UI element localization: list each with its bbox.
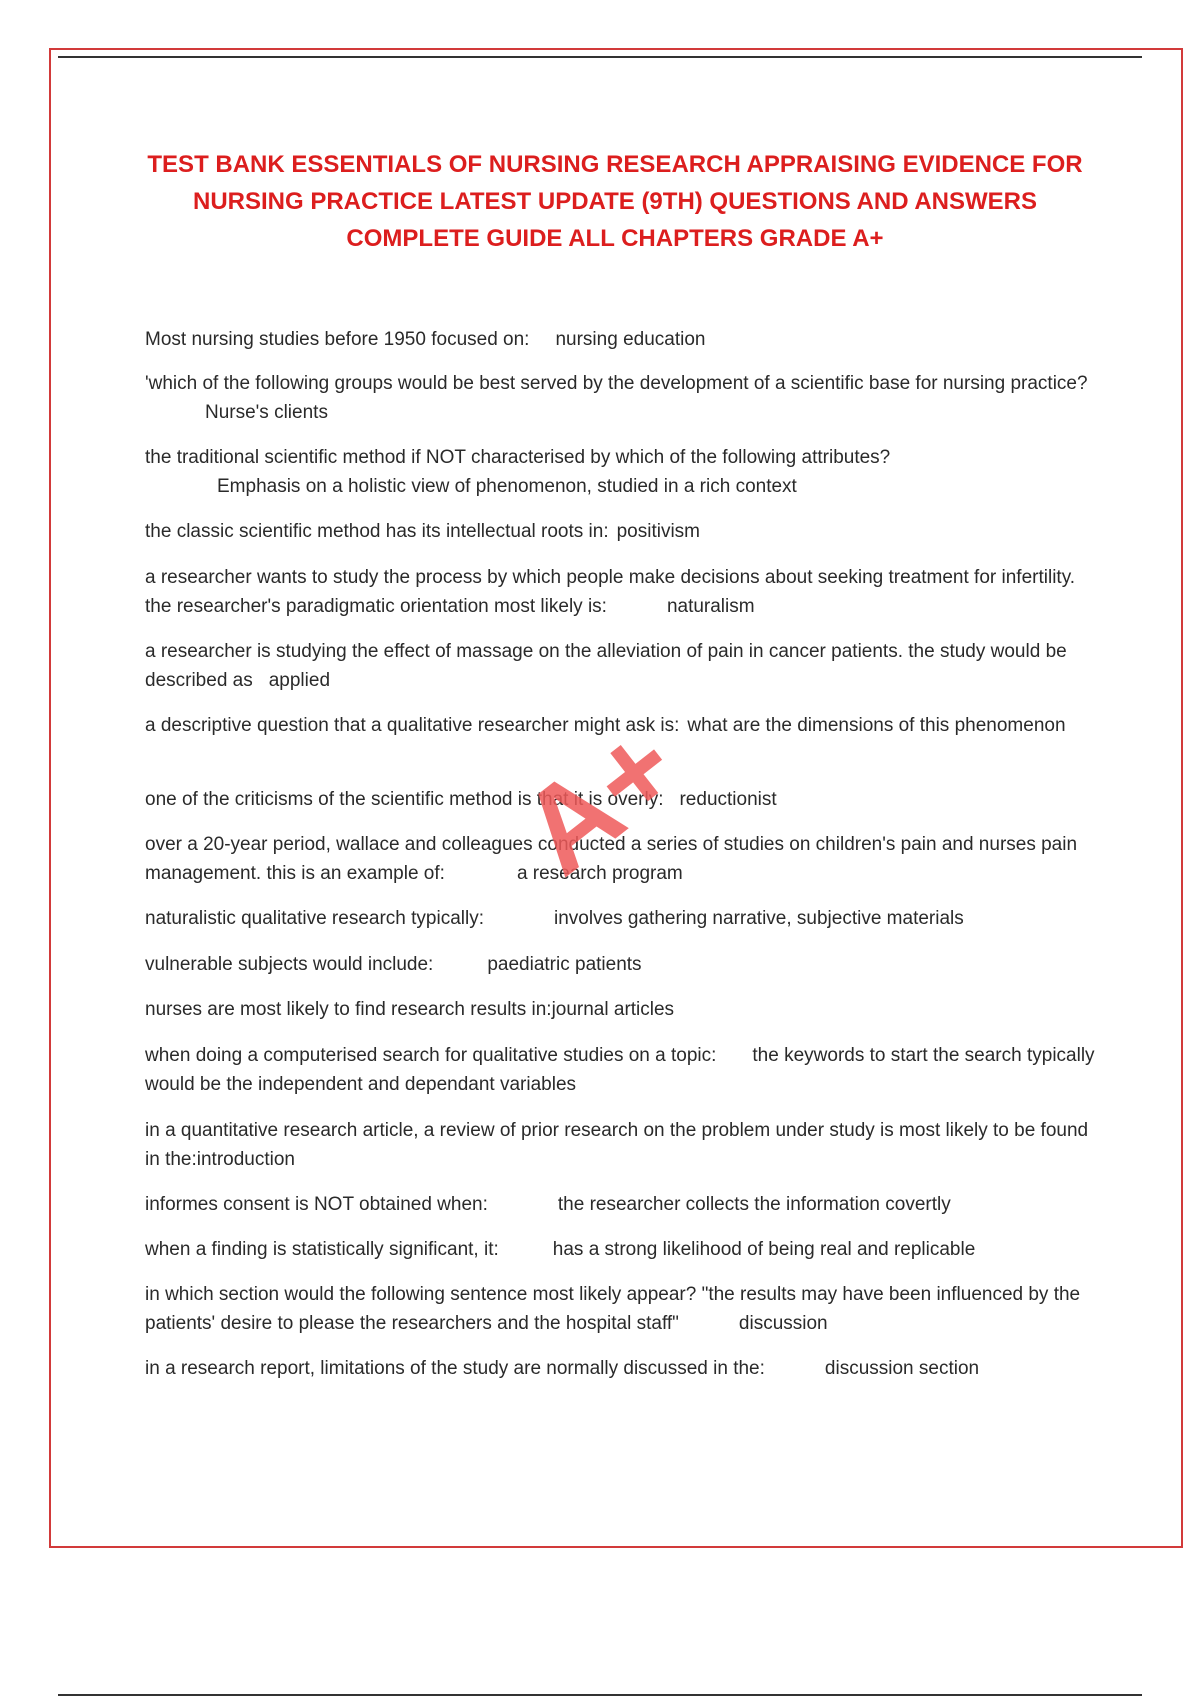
title-line-3: COMPLETE GUIDE ALL CHAPTERS GRADE A+ (346, 225, 884, 252)
qa-item (145, 1280, 1095, 1338)
top-divider (58, 56, 1142, 58)
answer-text: paediatric patients (487, 954, 642, 975)
qa-item (145, 325, 1095, 354)
answer-text: the researcher collects the information covertly (557, 1194, 951, 1215)
title-line-1: TEST BANK ESSENTIALS OF NURSING RESEARCH APPRAISING EVIDENCE FOR (147, 151, 1083, 178)
answer-text: applied (268, 670, 331, 691)
question-text: when a finding is statistically significant, it: (145, 1239, 499, 1260)
qa-item (145, 830, 1095, 888)
question-text: the classic scientific method has its intellectual roots in: (145, 521, 609, 542)
question-text: when doing a computerised search for qualitative studies on a topic: (145, 1045, 717, 1066)
question-text: Most nursing studies before 1950 focused on: (145, 329, 530, 350)
answer-text: discussion (738, 1313, 828, 1334)
question-text: naturalistic qualitative research typically: (145, 908, 484, 929)
question-text: over a 20-year period, wallace and colleagues conducted a series of studies on children's pain and nurses pain management. this is an example of: (145, 834, 1078, 884)
qa-item (145, 1354, 1095, 1383)
qa-item (145, 517, 1095, 546)
watermark-text: A+ (520, 726, 690, 886)
question-text: a researcher wants to study the process by which people make decisions about seeking treatment for infertility. the researcher's paradigmatic orientation most likely is: (145, 567, 1076, 617)
answer-text: positivism (616, 521, 701, 542)
question-text: a researcher is studying the effect of massage on the alleviation of pain in cancer patients. the study would be described as (145, 641, 1067, 691)
answer-text: Emphasis on a holistic view of phenomenon, studied in a rich context (217, 476, 797, 497)
question-text: informes consent is NOT obtained when: (145, 1194, 488, 1215)
question-text: in which section would the following sentence most likely appear? "the results may have been influenced by the patients' desire to please the researchers and the hospital staff" (145, 1284, 1081, 1334)
qa-item (145, 995, 1095, 1024)
question-text: nurses are most likely to find research results in: (145, 999, 552, 1020)
qa-item (145, 1041, 1095, 1099)
question-text: the traditional scientific method if NOT characterised by which of the following attributes? (145, 447, 891, 468)
question-text: a descriptive question that a qualitative researcher might ask is: (145, 715, 680, 736)
answer-text: discussion section (824, 1358, 980, 1379)
qa-item (145, 637, 1095, 695)
question-text: in a quantitative research article, a review of prior research on the problem under study is most likely to be found in the: (145, 1120, 1089, 1170)
qa-item (145, 369, 1095, 427)
question-text: vulnerable subjects would include: (145, 954, 434, 975)
qa-item (145, 904, 1095, 933)
qa-item (145, 785, 1095, 814)
qa-item (145, 711, 1095, 740)
answer-text: a research program (516, 863, 683, 884)
answer-text: Nurse's clients (205, 402, 328, 423)
answer-text: the keywords to start the search typically would be the independent and dependant variables (145, 1045, 1095, 1095)
question-text: one of the criticisms of the scientific method is that it is overly: (145, 789, 664, 810)
qa-item (145, 1116, 1095, 1174)
title-line-2: NURSING PRACTICE LATEST UPDATE (9TH) QUESTIONS AND ANSWERS (192, 188, 1038, 215)
qa-item (145, 443, 1095, 501)
answer-text: nursing education (555, 329, 706, 350)
answer-text: involves gathering narrative, subjective materials (554, 908, 964, 929)
qa-item (145, 950, 1095, 979)
question-text: in a research report, limitations of the study are normally discussed in the: (145, 1358, 765, 1379)
answer-text: reductionist (679, 789, 777, 810)
qa-item (145, 1235, 1095, 1264)
qa-item (145, 563, 1095, 621)
answer-text: journal articles (551, 999, 675, 1020)
answer-text: has a strong likelihood of being real and replicable (552, 1239, 976, 1260)
qa-item (145, 1190, 1095, 1219)
document-title (120, 146, 1110, 257)
answer-text: naturalism (666, 596, 755, 617)
answer-text: what are the dimensions of this phenomenon (687, 715, 1066, 736)
answer-text: introduction (196, 1149, 295, 1170)
question-text: 'which of the following groups would be best served by the development of a scientific base for nursing practice? (145, 373, 1088, 394)
bottom-divider (58, 1694, 1142, 1696)
